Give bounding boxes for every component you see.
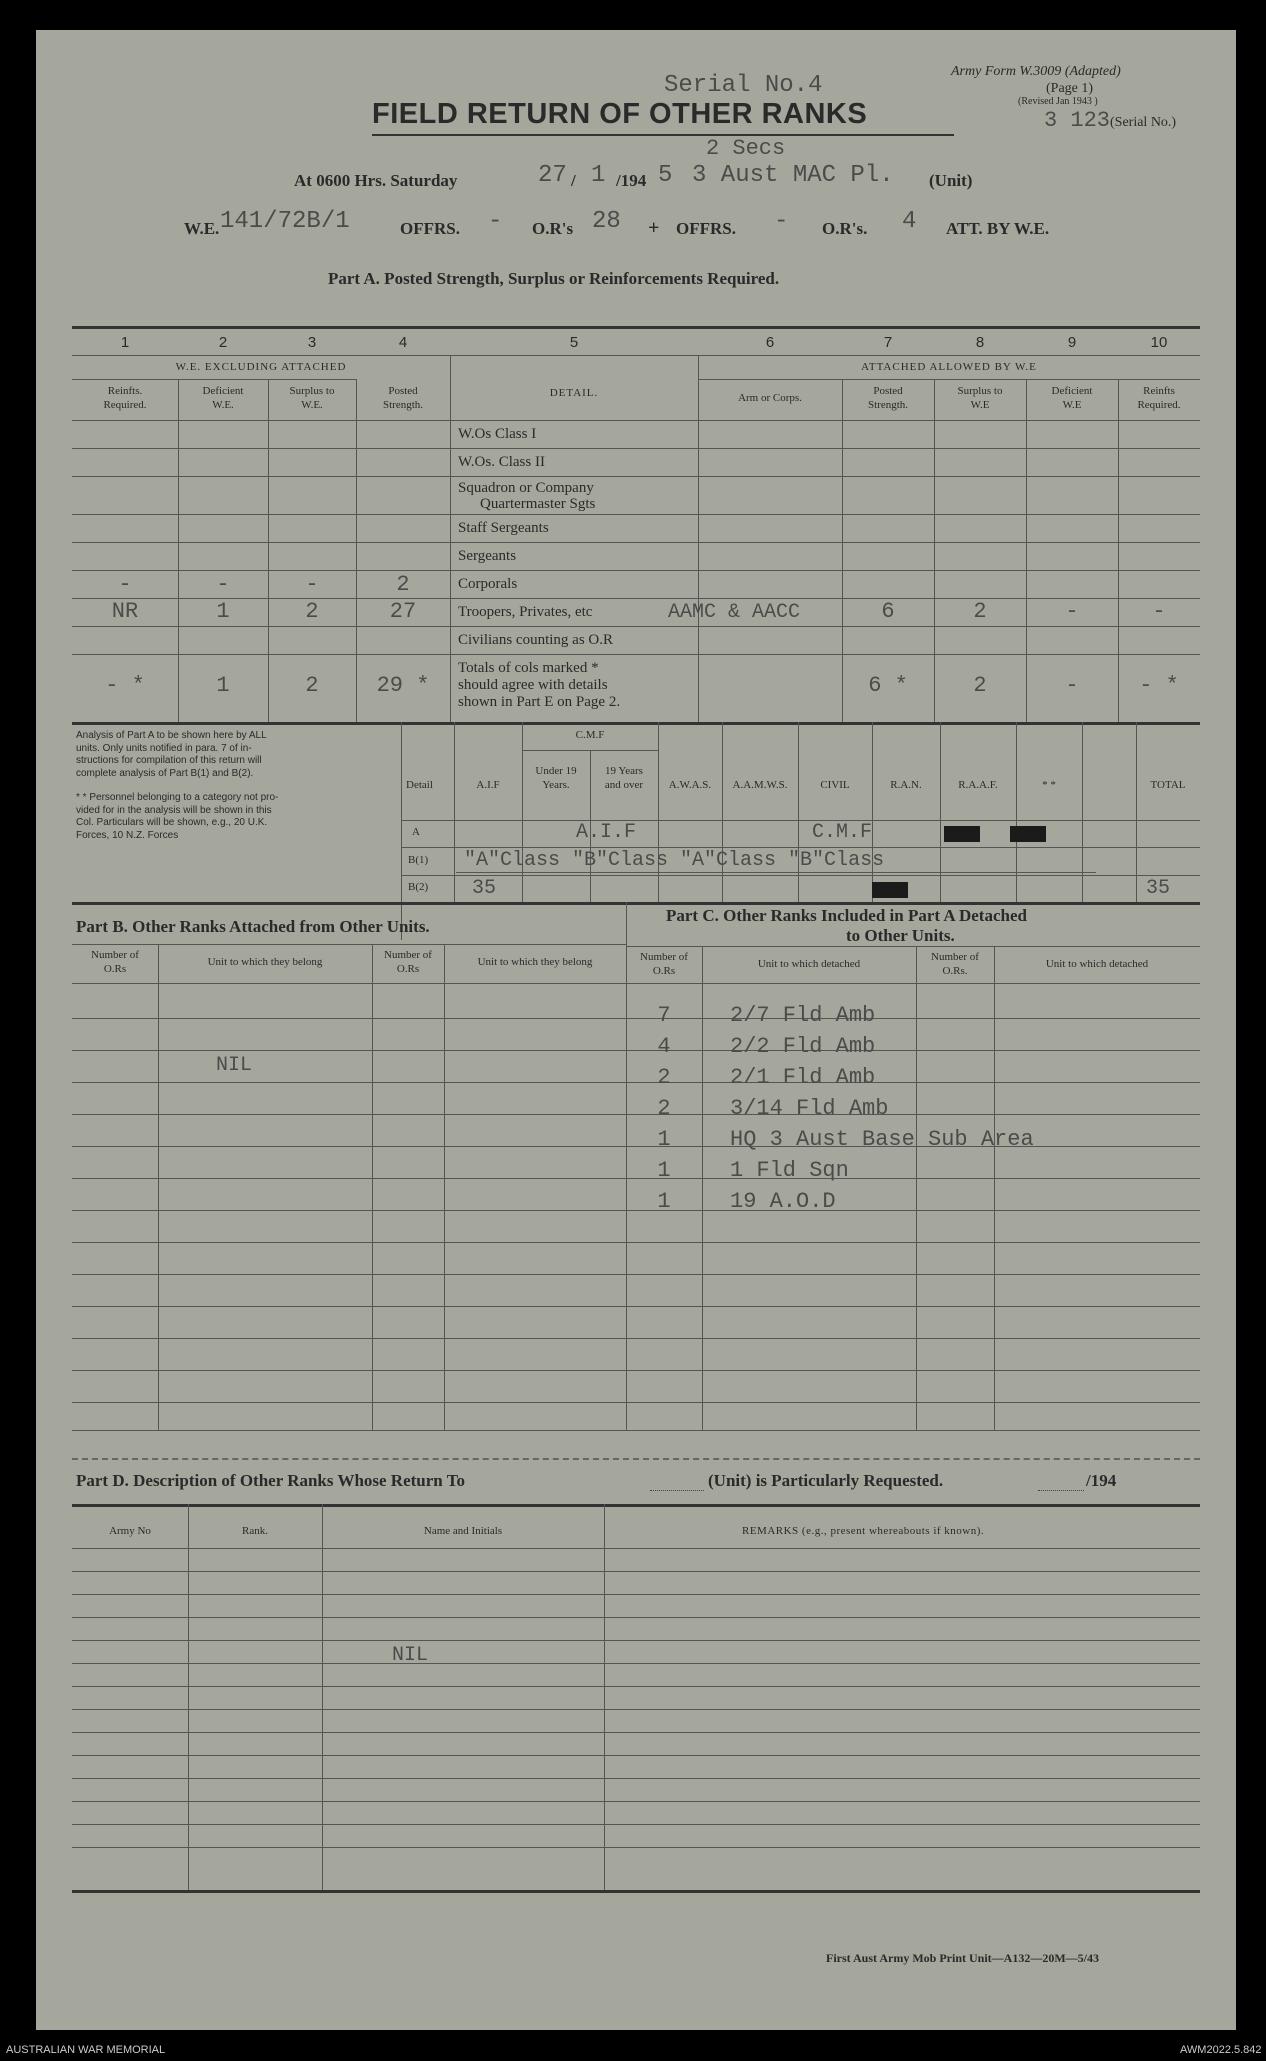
- army-form-label: Army Form W.3009 (Adapted): [951, 64, 1121, 79]
- typed-secs: 2 Secs: [706, 136, 786, 161]
- part-d-nil: NIL: [392, 1644, 429, 1667]
- analysis-note: Analysis of Part A to be shown here by ALL units. Only units notified in para. 7 of in- structions for compilation of this return will complete analysis of Part B(1) and B(2).: [76, 730, 267, 779]
- revised-label: (Revised Jan 1943 ): [1018, 96, 1098, 107]
- footer-bar: [0, 2039, 1266, 2061]
- at-year-digit: 5: [658, 162, 673, 189]
- part-a-title: Part A. Posted Strength, Surplus or Reinforcements Required.: [328, 269, 780, 288]
- detail-totals: Totals of cols marked *: [458, 660, 599, 676]
- serial-number-label: (Serial No.): [1110, 115, 1177, 130]
- detail-corporals: Corporals: [458, 576, 518, 592]
- form-title: FIELD RETURN OF OTHER RANKS: [372, 98, 868, 130]
- detail-quartermaster: Squadron or Company: [458, 480, 594, 496]
- redaction-mark: [1010, 826, 1046, 842]
- form-sheet: Army Form W.3009 (Adapted) (Page 1) (Revised Jan 1943 ) 3 123 (Serial No.) Serial No.4 FIELD RETURN OF OTHER RANKS 2 Secs At 0600 Hrs. Saturday 27 / 1 /194 5 3 Aust MAC Pl. (Unit) W.E. 141/72B/1 OFFRS. - O.R's 28 + OFFRS. - O.R's. 4 ATT. BY W.E. Part A. Posted Strength, Surplus or Reinforcements Required. 1 2 3 4 5 6 7 8 9 10 W.E. EXCLUDING ATTACHED ATTACHED ALLOWED BY W.E DETAIL. Reinfts. Required. Deficient W.E. Surplus to W.E. Posted Strength. Arm or Corps. Posted Strength. Surplus to W.E Deficient W.E Reinfts Required. W.Os Class I W.Os. Class II Squadron or Company Quartermaster Sgts Staff Sergeants Sergeants Corporals Troopers, Privates, etc Civilians counting as O.R Totals of cols marked * should agree with details shown in Part E on Page 2. - - - 2 NR 1 2 27 AAMC & AACC 6 2 - - - * 1 2 29 * 6 * 2 - - * Analysis of Part A to be shown here by ALL units. Only units notified in para. 7 of in- structions for compilation of this return will complete analysis of Part B(1) and B(2). * * Personnel belonging to a category not pro- vided for in the analysis will be shown in this Col. Particulars will be shown, e.g., 20 U.K. Forces, 10 N.Z. Forces Detail A.I.F C.M.F Under 19 Years. 19 Years and over A.W.A.S. A.A.M.W.S. CIVIL R.A.N. R.A.A.F. * * TOTAL A B(1) B(2) A.I.F C.M.F "A"Class "B"Class "A"Class "B"Class 35 35 Part B. Other Ranks Attached from Other Units. Part C. Other Ranks Included in Part A Detached to Other Units. Number of O.Rs Unit to which they belong Number of O.Rs Unit to which they belong Number of O.Rs Unit to which detached Number of O.Rs. Unit to which detached NIL 7 2/7 Fld Amb 4 2/2 Fld Amb 2 2/1 Fld Amb 2 3/14 Fld Amb 1 HQ 3 Aust Base Sub Area 1 1 Fld Sqn 1 19 A.O.D Part D. Description of Other Ranks Whose Return To (Unit) is Particularly Requested. /194 Army No Rank. Name and Initials REMARKS (e.g., present whereabouts if known). NIL First Aust Army Mob Print Unit—A132—20M—5/43: [36, 30, 1236, 2030]
- we-value: 141/72B/1: [220, 208, 350, 235]
- serial-number-value: 3 123: [1044, 108, 1111, 133]
- footer-left: AUSTRALIAN WAR MEMORIAL: [6, 2044, 166, 2056]
- detail-civilians: Civilians counting as O.R: [458, 632, 613, 648]
- at-line-prefix: At 0600 Hrs. Saturday: [294, 171, 458, 190]
- detail-wo-class-2: W.Os. Class II: [458, 454, 545, 470]
- we-excluding-header: W.E. EXCLUDING ATTACHED: [175, 361, 347, 373]
- part-b-title: Part B. Other Ranks Attached from Other Units.: [76, 917, 430, 936]
- page-label: (Page 1): [1046, 81, 1094, 96]
- detail-sergeants: Sergeants: [458, 548, 517, 564]
- printer-line: First Aust Army Mob Print Unit—A132—20M—5/43: [826, 1951, 1099, 1965]
- typed-serial: Serial No.4: [664, 72, 823, 99]
- footer-right: AWM2022.5.842: [1180, 2044, 1262, 2056]
- at-day: 27: [538, 162, 567, 189]
- analysis-note-2: * * Personnel belonging to a category not pro- vided for in the analysis will be shown in this Col. Particulars will be shown, e.g., 20 U.K. Forces, 10 N.Z. Forces: [76, 792, 279, 841]
- at-month: 1: [591, 162, 606, 189]
- part-c-title: Part C. Other Ranks Included in Part A Detached: [666, 906, 1027, 925]
- detail-staff-sergeants: Staff Sergeants: [458, 520, 549, 536]
- redaction-mark: [944, 826, 980, 842]
- detail-header: DETAIL.: [549, 387, 599, 399]
- attached-allowed-header: ATTACHED ALLOWED BY W.E: [861, 361, 1037, 373]
- at-unit: 3 Aust MAC Pl.: [692, 162, 894, 189]
- part-b-nil: NIL: [216, 1054, 253, 1077]
- detail-troopers: Troopers, Privates, etc: [458, 604, 593, 620]
- detail-wo-class-1: W.Os Class I: [458, 426, 537, 442]
- part-d-title: Part D. Description of Other Ranks Whose Return To: [76, 1471, 465, 1490]
- arm-or-corps-value: AAMC & AACC: [668, 601, 801, 624]
- redaction-mark: [872, 882, 908, 898]
